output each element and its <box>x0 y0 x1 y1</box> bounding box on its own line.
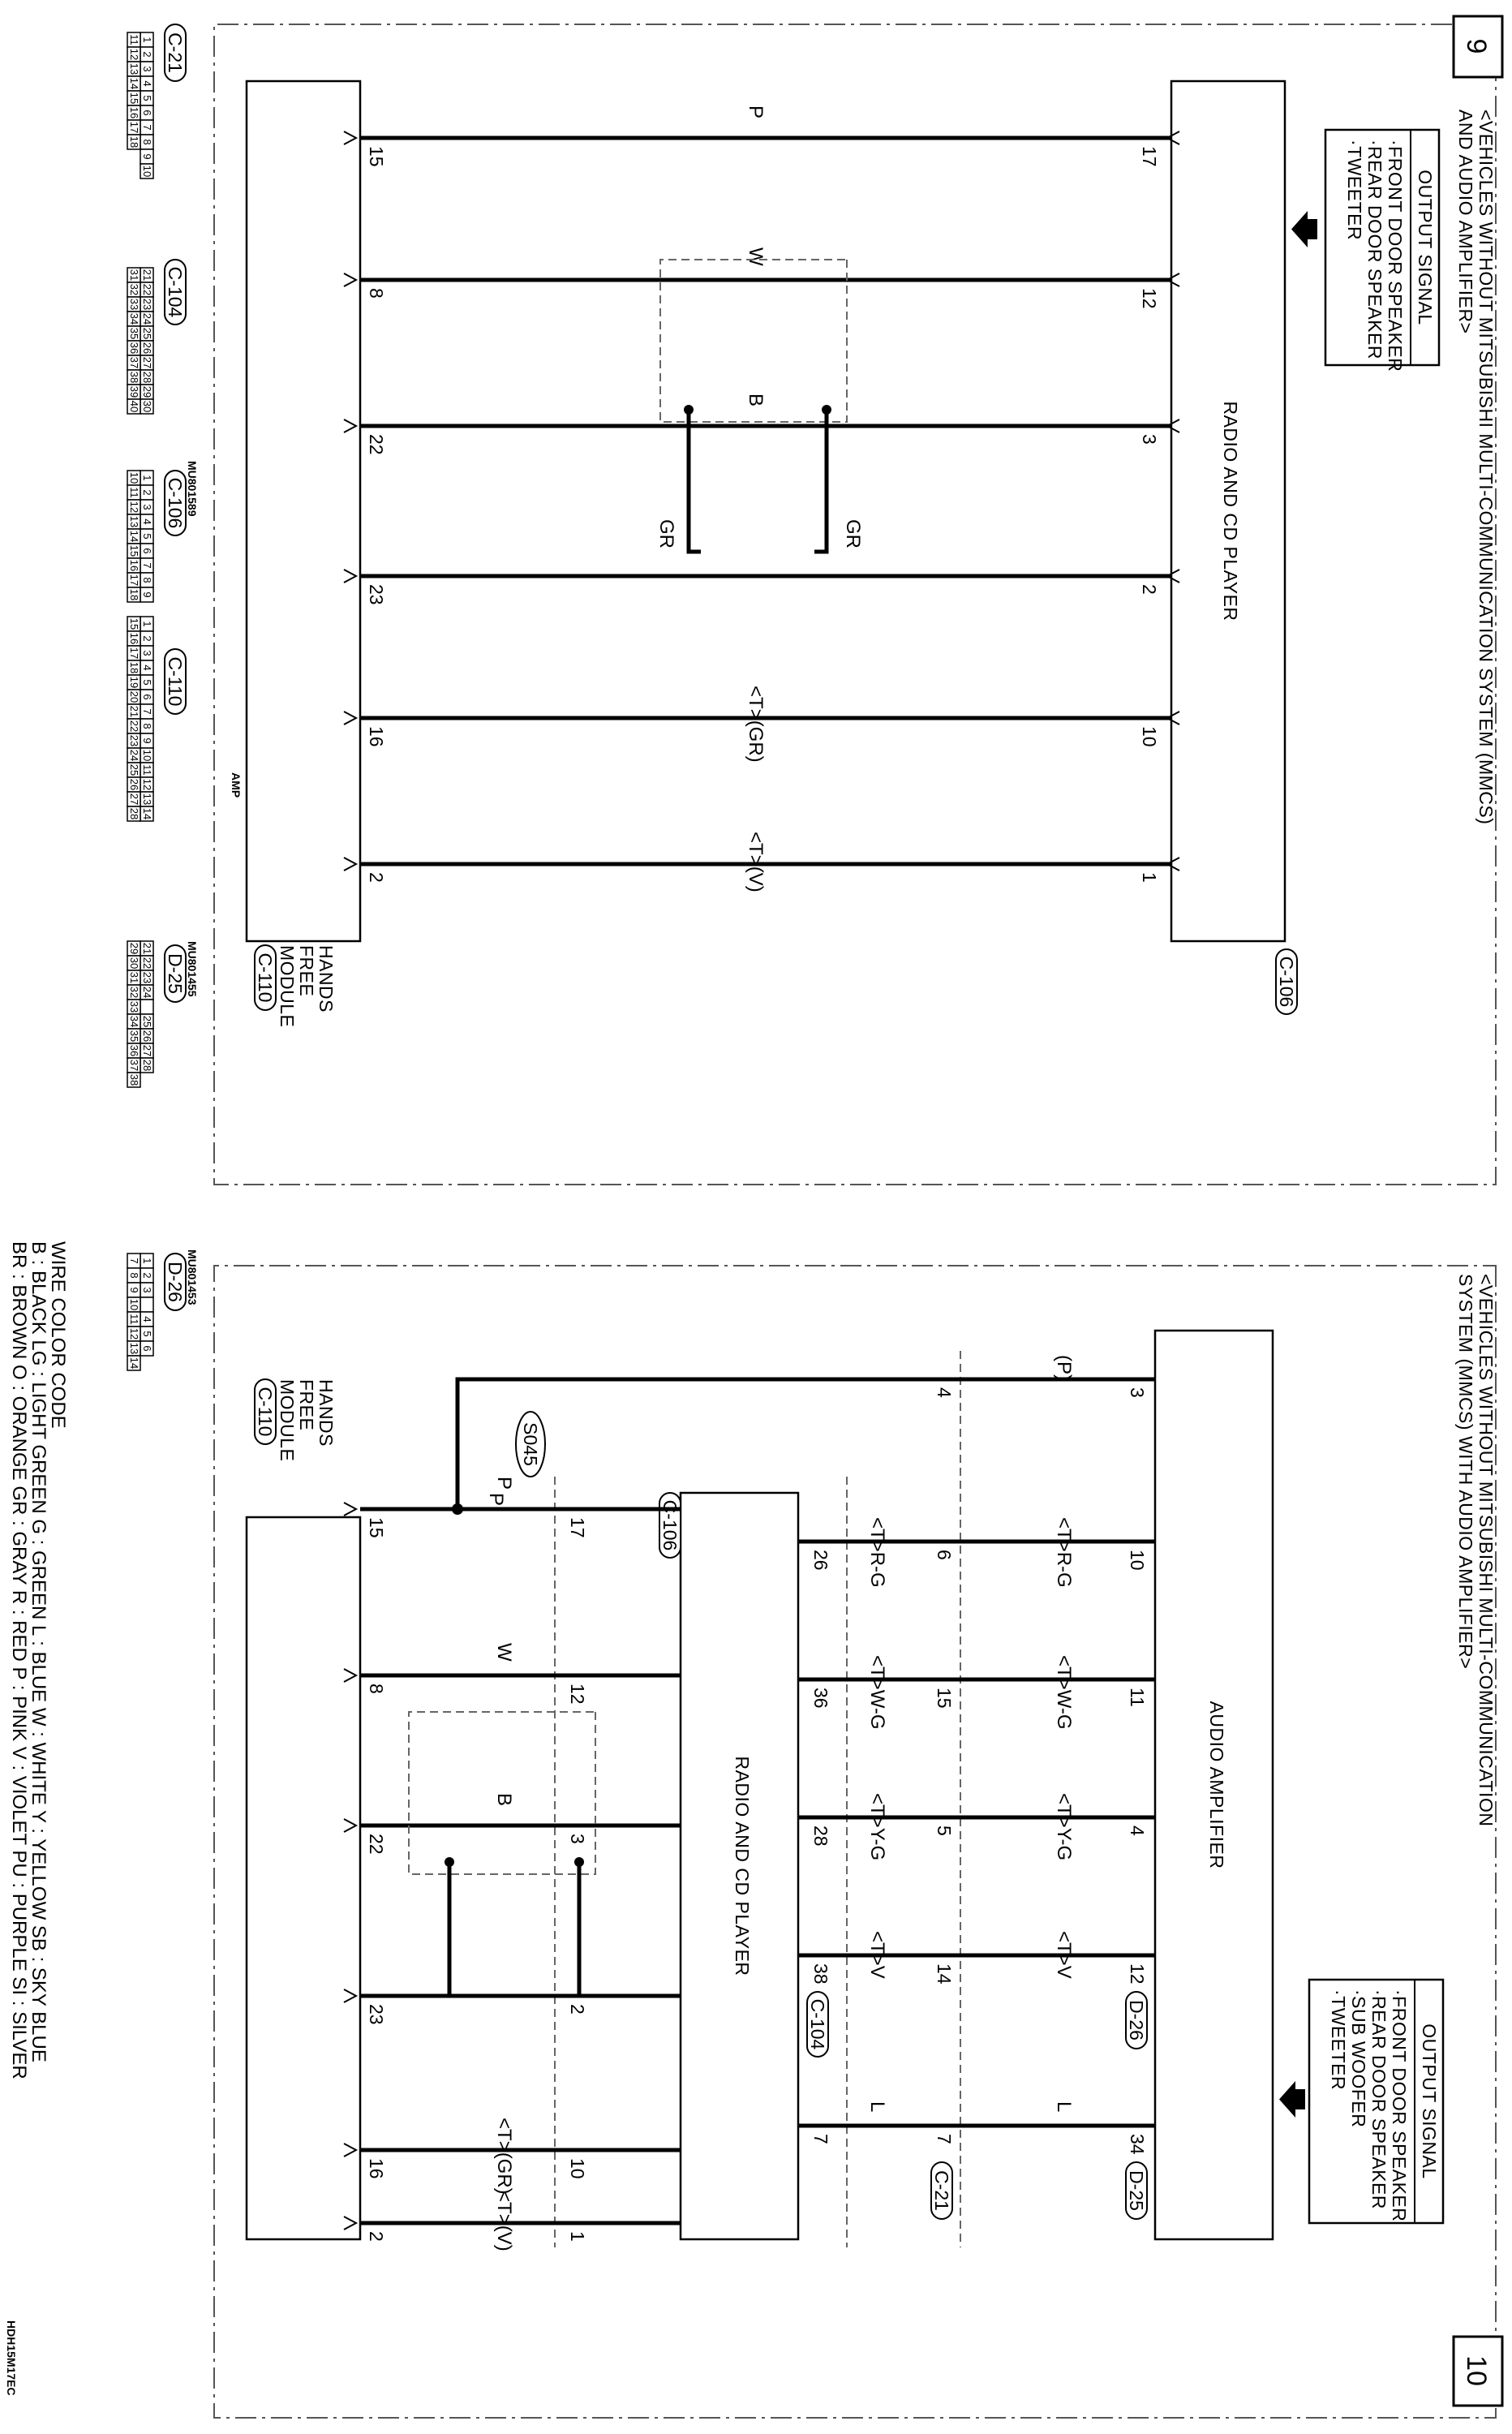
amp-pin-number: 3 <box>1127 1387 1148 1398</box>
connector-pin: 34 <box>128 1015 140 1028</box>
svg-text:C-110: C-110 <box>255 953 276 1003</box>
connector-pin: 8 <box>141 139 153 145</box>
amp-wire-color: <T>R-G <box>1053 1517 1075 1588</box>
output-signal-box-10 <box>1309 1980 1443 2223</box>
svg-text:MU801455: MU801455 <box>186 941 199 997</box>
amp-wire-color: <T>W-G <box>1053 1655 1075 1730</box>
wire-color-label: <T>(GR) <box>745 686 767 763</box>
connector-pin: 37 <box>128 356 140 369</box>
radio-audio-pin-number: 7 <box>810 2134 831 2144</box>
svg-text:C-106: C-106 <box>1276 956 1297 1008</box>
panel-9-number: 9 <box>1461 38 1492 54</box>
connector-pin: 22 <box>128 720 140 733</box>
connector-pin: 1 <box>141 475 153 481</box>
svg-text:AND AUDIO AMPLIFIER>: AND AUDIO AMPLIFIER> <box>1455 110 1476 334</box>
connector-pin: 20 <box>128 690 140 703</box>
connector-pin: 40 <box>128 400 140 413</box>
connector-pin: 18 <box>128 588 140 601</box>
connector-pin: 32 <box>128 283 140 296</box>
wire-color-code <box>8 1241 69 2079</box>
connector-d25 <box>127 941 199 1087</box>
radio-pin-number: 2 <box>567 2004 588 2015</box>
radio-pin-number: 3 <box>567 1834 588 1844</box>
amp-wire-color: L <box>1053 2101 1075 2113</box>
connector-pin: 1 <box>141 621 153 627</box>
junction-pin-number: 15 <box>934 1688 955 1709</box>
hfm-pin-number: 22 <box>366 1834 387 1855</box>
figure-id: HDH15M17EC <box>5 2320 18 2396</box>
connector-pin: 23 <box>141 971 153 984</box>
output-signal-box <box>1325 130 1439 372</box>
connector-pin: 13 <box>128 62 140 75</box>
radio-hfm-wire-color: B <box>493 1793 515 1807</box>
radio-cd-player <box>1171 81 1285 941</box>
connector-pin: 28 <box>141 371 153 384</box>
junction-pin-number: 5 <box>934 1826 955 1836</box>
svg-text:RADIO AND CD PLAYER: RADIO AND CD PLAYER <box>1220 401 1241 621</box>
connector-pin: 4 <box>141 80 153 87</box>
hfm-pin-number: 8 <box>366 288 387 299</box>
hfm-pin-number: 2 <box>366 2231 387 2242</box>
connector-pin: 13 <box>141 793 153 806</box>
amp-pin-number: 34 <box>1127 2134 1148 2155</box>
junction-wire-color: <T>V <box>866 1931 888 1979</box>
radio-audio-pin-number: 28 <box>810 1826 831 1847</box>
junction-wire-color: <T>W-G <box>866 1655 888 1730</box>
connector-pin: 19 <box>128 676 140 689</box>
connector-pin: 26 <box>128 778 140 791</box>
radio-hfm-wire-color: W <box>493 1643 515 1662</box>
svg-text:·FRONT DOOR SPEAKER: ·FRONT DOOR SPEAKER <box>1385 140 1406 372</box>
connector-pin: 3 <box>141 504 153 510</box>
svg-text:AUDIO AMPLIFIER: AUDIO AMPLIFIER <box>1206 1701 1227 1869</box>
connector-pin: 9 <box>141 591 153 598</box>
connector-pin: 39 <box>128 385 140 398</box>
connector-pin: 11 <box>141 764 153 776</box>
radio-pin-number: 17 <box>1139 146 1160 167</box>
wire-color-label: P <box>745 105 767 119</box>
panel-10-title: <VEHICLES WITHOUT MITSUBISHI MULTI-COMMUNICATION <box>1475 1274 1497 1827</box>
connector-pin: 3 <box>141 650 153 656</box>
connector-pin: 36 <box>128 342 140 355</box>
amp-pin-number: 11 <box>1127 1688 1148 1707</box>
svg-text:C-104: C-104 <box>807 1998 828 2050</box>
svg-text:FREE: FREE <box>296 1379 317 1431</box>
connector-c104 <box>127 260 186 414</box>
hfm-pin-number: 15 <box>366 1517 387 1538</box>
svg-text:·TWEETER: ·TWEETER <box>1328 1989 1349 2091</box>
svg-text:C-110: C-110 <box>165 656 186 707</box>
connector-pin: 10 <box>141 749 153 762</box>
hands-free-module-10 <box>247 1517 360 2239</box>
connector-pin: 29 <box>141 385 153 398</box>
shield-gr-label-bottom: GR <box>655 519 677 548</box>
output-arrow-10 <box>1279 2081 1305 2118</box>
hfm-label-10: HANDS <box>316 1379 337 1447</box>
connector-pin: 34 <box>128 312 140 325</box>
connector-pin: 14 <box>128 1357 140 1370</box>
svg-text:D-25: D-25 <box>1126 2170 1147 2211</box>
junction-pin-number: 4 <box>934 1387 955 1398</box>
connector-pin: 28 <box>141 1059 153 1072</box>
radio-pin-number: 1 <box>1139 872 1160 883</box>
connector-pin: 30 <box>128 957 140 970</box>
panel-10-number: 10 <box>1461 2355 1492 2386</box>
shield-gr-label-top: GR <box>842 519 864 548</box>
connector-pin: 35 <box>128 327 140 340</box>
hfm-pin-number: 8 <box>366 1684 387 1694</box>
svg-text:D-25: D-25 <box>165 953 186 994</box>
connector-pin: 5 <box>141 533 153 540</box>
radio-hfm-wire-color: P <box>493 1477 515 1490</box>
svg-text:C-21: C-21 <box>165 32 186 73</box>
connector-pin: 7 <box>141 562 153 569</box>
connector-pin: 7 <box>141 708 153 715</box>
connector-pin: 12 <box>128 1327 140 1340</box>
connector-pin: 11 <box>128 34 140 45</box>
svg-text:OUTPUT SIGNAL: OUTPUT SIGNAL <box>1415 170 1436 325</box>
connector-pin: 8 <box>141 577 153 583</box>
connector-pin: 13 <box>128 515 140 528</box>
connector-pin: 9 <box>141 153 153 160</box>
svg-text:D-26: D-26 <box>1126 2000 1147 2041</box>
junction-pin-number: 7 <box>934 2134 955 2144</box>
connector-pin: 1 <box>141 1258 153 1264</box>
radio-audio-pin-number: 38 <box>810 1963 831 1985</box>
connector-pin: 21 <box>141 942 153 955</box>
amp-wire-color: (P) <box>1053 1355 1075 1381</box>
connector-pin: 21 <box>128 705 140 718</box>
connector-pin: 8 <box>141 723 153 729</box>
hfm-pin-number: 23 <box>366 584 387 605</box>
connector-pin: 38 <box>128 371 140 384</box>
connector-pin: 16 <box>128 559 140 572</box>
radio-audio-pin-number: 36 <box>810 1688 831 1709</box>
connector-pin: 25 <box>141 327 153 340</box>
svg-text:B : BLACK LG : LIGHT GREEN: B : BLACK LG : LIGHT GREEN G : GREEN L : BLUE W : WHITE Y : YELLOW SB : SKY BLUE <box>28 1241 49 2062</box>
connector-pin: 28 <box>128 807 140 820</box>
connector-c21 <box>127 24 186 178</box>
connector-pin: 30 <box>141 400 153 413</box>
connector-pin: 38 <box>128 1073 140 1086</box>
svg-text:SYSTEM (MMCS) WITH AUDIO AMPLI: SYSTEM (MMCS) WITH AUDIO AMPLIFIER> <box>1455 1274 1476 1670</box>
amp-pin-number: 4 <box>1127 1826 1148 1836</box>
hfm-pin-number: 16 <box>366 2158 387 2179</box>
connector-pin: 5 <box>141 679 153 686</box>
connector-pin: 15 <box>128 617 140 630</box>
connector-pin: 16 <box>128 632 140 645</box>
connector-pin: 4 <box>141 1316 153 1322</box>
connector-pin: 13 <box>128 1342 140 1355</box>
svg-text:C-106: C-106 <box>165 477 186 529</box>
connector-pin: 31 <box>128 971 140 984</box>
connector-pin: 36 <box>128 1044 140 1057</box>
connector-pin: 26 <box>141 342 153 355</box>
connector-pin: 6 <box>141 694 153 700</box>
hfm-pin-number: 2 <box>366 872 387 883</box>
radio-pin-number: 2 <box>1139 584 1160 595</box>
connector-pin: 2 <box>141 51 153 58</box>
output-arrow <box>1291 211 1317 247</box>
connector-pin: 7 <box>128 1258 140 1264</box>
amp-wire-color: <T>V <box>1053 1931 1075 1979</box>
connector-pin: 10 <box>141 165 153 178</box>
junction-wire-color: L <box>866 2101 888 2113</box>
connector-pin: 7 <box>141 124 153 131</box>
connector-pin: 25 <box>128 763 140 776</box>
hfm-pin-number: 15 <box>366 146 387 167</box>
svg-text:WIRE COLOR CODE: WIRE COLOR CODE <box>47 1241 69 1429</box>
connector-pin: 35 <box>128 1030 140 1043</box>
wire-color-label: W <box>745 247 767 266</box>
connector-pin: 24 <box>141 312 153 325</box>
svg-text:·REAR DOOR SPEAKER: ·REAR DOOR SPEAKER <box>1368 1989 1390 2209</box>
radio-hfm-wire-color: <T>(V) <box>493 2191 515 2251</box>
connector-pin: 22 <box>141 283 153 296</box>
svg-text:MODULE: MODULE <box>277 945 298 1028</box>
wire-color-label: B <box>745 393 767 407</box>
connector-pin: 24 <box>141 986 153 999</box>
connector-pin: 2 <box>141 635 153 642</box>
junction-wire-color: <T>R-G <box>866 1517 888 1588</box>
svg-text:·FRONT DOOR SPEAKER: ·FRONT DOOR SPEAKER <box>1389 1989 1410 2222</box>
connector-pin: 29 <box>128 942 140 955</box>
wire-color-label: <T>(V) <box>745 832 767 892</box>
connector-pin: 17 <box>128 574 140 587</box>
connector-pin: 12 <box>141 778 153 791</box>
radio-hfm-wire-color: <T>(GR) <box>493 2118 515 2195</box>
connector-pin: 10 <box>128 1298 140 1311</box>
amp-pin-number: 10 <box>1127 1550 1148 1571</box>
radio-pin-number: 17 <box>567 1517 588 1538</box>
svg-text:RADIO AND CD PLAYER: RADIO AND CD PLAYER <box>732 1756 753 1976</box>
connector-pin: 18 <box>128 135 140 148</box>
connector-pin: 26 <box>141 1030 153 1043</box>
connector-pin: 3 <box>141 66 153 72</box>
svg-text:MU801589: MU801589 <box>186 461 199 517</box>
svg-text:·SUB WOOFER: ·SUB WOOFER <box>1348 1989 1369 2128</box>
svg-text:C-106: C-106 <box>659 1499 681 1551</box>
connector-pin: 12 <box>128 501 140 514</box>
connector-pin: 23 <box>128 734 140 747</box>
connector-pin: 6 <box>141 110 153 116</box>
connector-pin: 17 <box>128 647 140 660</box>
svg-text:MODULE: MODULE <box>277 1379 298 1462</box>
connector-pin: 33 <box>128 298 140 311</box>
connector-pin: 9 <box>128 1287 140 1293</box>
connector-pin: 4 <box>141 518 153 525</box>
connector-pin: 33 <box>128 1000 140 1013</box>
radio-audio-pin-number: 26 <box>810 1550 831 1571</box>
radio-pin-number: 10 <box>567 2158 588 2179</box>
hfm-pin-number: 23 <box>366 2004 387 2025</box>
connector-pin: 24 <box>128 749 140 762</box>
connector-pin: 32 <box>128 986 140 999</box>
connector-pin: 25 <box>141 1015 153 1028</box>
connector-pin: 22 <box>141 957 153 970</box>
connector-pin: 14 <box>141 807 153 820</box>
panel-9-title: <VEHICLES WITHOUT MITSUBISHI MULTI-COMMUNICATION SYSTEM (MMCS) <box>1475 110 1497 825</box>
connector-pin: 12 <box>128 48 140 61</box>
connector-pin: 27 <box>141 1044 153 1057</box>
connector-pin: 8 <box>128 1272 140 1279</box>
connector-pin: 4 <box>141 664 153 671</box>
connector-pin: 16 <box>128 106 140 119</box>
svg-text:BR : BROWN O : ORANGE GR :: BR : BROWN O : ORANGE GR : GRAY R : RED P : PINK V : VIOLET PU : PURPLE SI : SILVER <box>8 1241 30 2079</box>
amp-pin-number: 12 <box>1127 1963 1148 1985</box>
connector-pin: 15 <box>128 544 140 557</box>
connector-pin: 14 <box>128 77 140 90</box>
connector-pin: 15 <box>128 92 140 105</box>
amp-wire-color: <T>Y-G <box>1053 1793 1075 1861</box>
panel-9 <box>214 16 1502 1185</box>
svg-text:P: P <box>485 1493 507 1507</box>
connector-c106 <box>127 461 199 602</box>
connector-pin: 27 <box>128 793 140 806</box>
c110-amp-label: AMP <box>230 772 243 798</box>
svg-text:C-21: C-21 <box>931 2170 952 2211</box>
connector-pin: 21 <box>141 269 153 282</box>
connector-pin: 14 <box>128 530 140 543</box>
svg-text:C-110: C-110 <box>255 1387 276 1437</box>
hfm-pin-number: 16 <box>366 726 387 747</box>
hfm-pin-number: 22 <box>366 434 387 455</box>
connector-pin: 37 <box>128 1059 140 1072</box>
connector-pin: 6 <box>141 548 153 554</box>
svg-text:D-26: D-26 <box>165 1262 186 1302</box>
connector-pin: 1 <box>141 37 153 43</box>
radio-pin-number: 12 <box>1139 288 1160 309</box>
connector-c110 <box>127 617 243 821</box>
svg-text:FREE: FREE <box>296 945 317 997</box>
connector-pin: 18 <box>128 661 140 674</box>
svg-text:MU801453: MU801453 <box>186 1249 199 1305</box>
connector-d26 <box>127 1249 199 1370</box>
radio-pin-number: 10 <box>1139 726 1160 747</box>
connector-pin: 5 <box>141 1331 153 1337</box>
connector-pin: 6 <box>141 1345 153 1352</box>
connector-pin: 3 <box>141 1287 153 1293</box>
connector-pin: 31 <box>128 269 140 282</box>
hands-free-module <box>247 81 360 941</box>
svg-text:OUTPUT SIGNAL: OUTPUT SIGNAL <box>1419 2023 1440 2179</box>
connector-pin: 17 <box>128 121 140 134</box>
radio-cd-player-10 <box>681 1493 798 2239</box>
connector-pin: 23 <box>141 298 153 311</box>
connector-pin: 9 <box>141 738 153 744</box>
svg-text:·REAR DOOR SPEAKER: ·REAR DOOR SPEAKER <box>1364 140 1385 359</box>
junction-pin-number: 6 <box>934 1550 955 1560</box>
junction-pin-number: 14 <box>934 1963 955 1985</box>
svg-text:·TWEETER: ·TWEETER <box>1344 140 1365 241</box>
junction-wire-color: <T>Y-G <box>866 1793 888 1861</box>
audio-amplifier <box>1155 1331 1273 2239</box>
connector-pin: 11 <box>128 487 140 498</box>
radio-pin-number: 3 <box>1139 434 1160 445</box>
radio-pin-number: 12 <box>567 1684 588 1705</box>
svg-text:S045: S045 <box>520 1422 541 1466</box>
hfm-label: HANDS <box>316 945 337 1013</box>
connector-pin: 11 <box>128 1314 140 1325</box>
radio-pin-number: 1 <box>567 2231 588 2242</box>
svg-text:C-104: C-104 <box>165 266 186 318</box>
connector-pin: 5 <box>141 95 153 101</box>
connector-pin: 2 <box>141 489 153 496</box>
connector-pin: 10 <box>128 471 140 484</box>
connector-pin: 27 <box>141 356 153 369</box>
panel-10 <box>214 1266 1502 2418</box>
connector-pin: 2 <box>141 1272 153 1279</box>
